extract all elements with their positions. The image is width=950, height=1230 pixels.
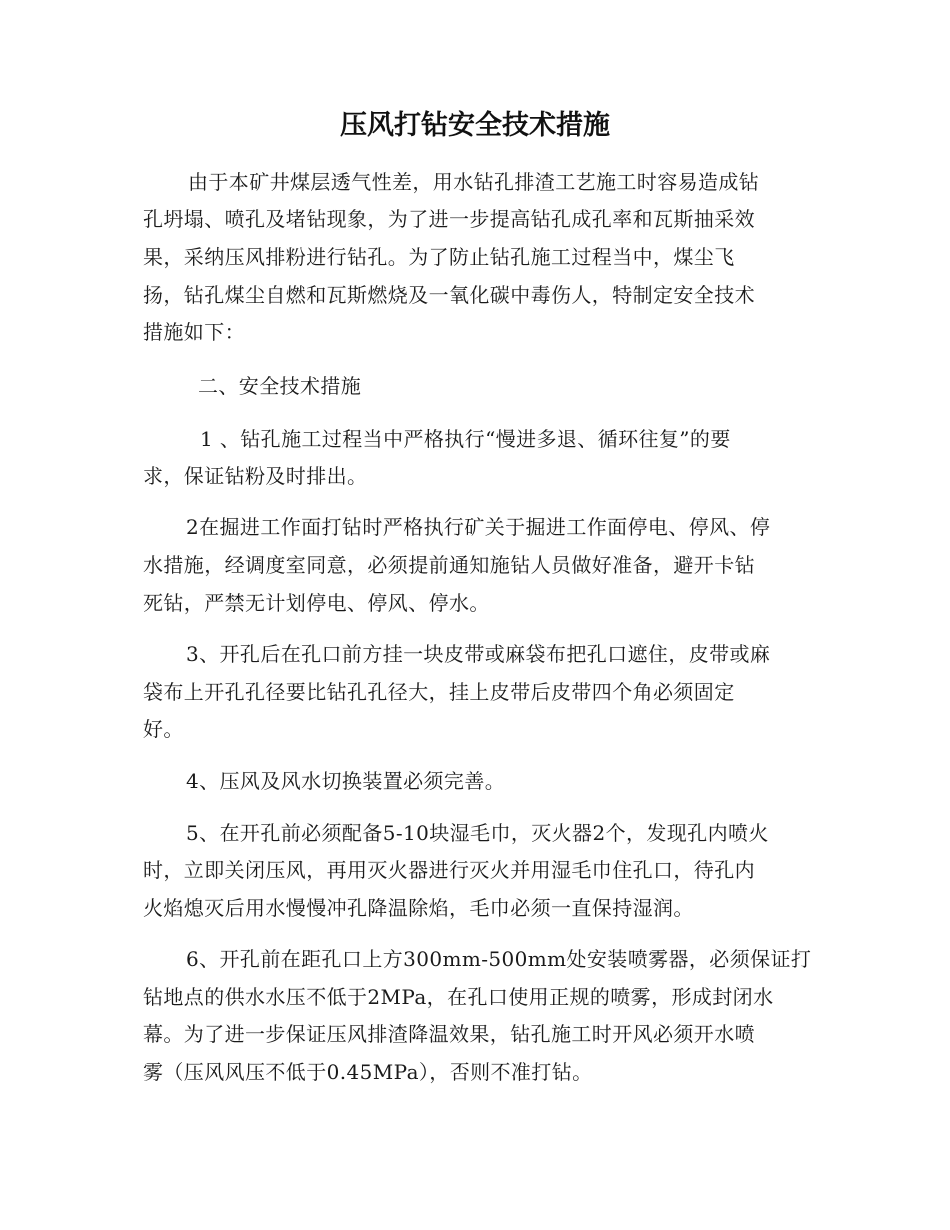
item-line: 水措施，经调度室同意，必须提前通知施钻人员做好准备，避开卡钻 xyxy=(143,553,755,577)
item-line: 死钻，严禁无计划停电、停风、停水。 xyxy=(143,591,490,615)
item-line: 2在掘进工作面打钻时严格执行矿关于掘进工作面停电、停风、停 xyxy=(186,515,771,539)
intro-line: 果，采纳压风排粉进行钻孔。为了防止钻孔施工过程当中，煤尘飞 xyxy=(143,245,735,269)
intro-line: 由于本矿井煤层透气性差，用水钻孔排渣工艺施工时容易造成钻 xyxy=(188,170,760,194)
intro-line: 措施如下： xyxy=(143,320,245,344)
item-line: 5、在开孔前必须配备5-10块湿毛巾，灭火器2个，发现孔内喷火 xyxy=(186,821,769,845)
item-line: 时，立即关闭压风，再用灭火器进行灭火并用湿毛巾住孔口，待孔内 xyxy=(143,858,755,882)
item-line: 钻地点的供水水压不低于2MPa，在孔口使用正规的喷雾，形成封闭水 xyxy=(143,985,774,1009)
item-line: 1 、钻孔施工过程当中严格执行“慢进多退、循环往复”的要 xyxy=(200,427,731,451)
intro-line: 扬，钻孔煤尘自燃和瓦斯燃烧及一氧化碳中毒伤人，特制定安全技术 xyxy=(143,283,755,307)
intro-line: 孔坍塌、喷孔及堵钻现象，为了进一步提高钻孔成孔率和瓦斯抽采效 xyxy=(143,207,755,231)
item-line: 火焰熄灭后用水慢慢冲孔降温除焰，毛巾必须一直保持湿润。 xyxy=(143,896,694,920)
item-line: 6、开孔前在距孔口上方300mm-500mm处安装喷雾器，必须保证打 xyxy=(186,947,812,971)
item-line: 袋布上开孔孔径要比钻孔孔径大，挂上皮带后皮带四个角必须固定 xyxy=(143,680,735,704)
item-line: 3、开孔后在孔口前方挂一块皮带或麻袋布把孔口遮住，皮带或麻 xyxy=(186,642,771,666)
document-title: 压风打钻安全技术措施 xyxy=(340,110,610,141)
item-line: 好。 xyxy=(143,717,184,741)
item-line: 幕。为了进一步保证压风排渣降温效果，钻孔施工时开风必须开水喷 xyxy=(143,1022,755,1046)
section-heading: 二、安全技术措施 xyxy=(198,374,362,398)
item-line: 4、压风及风水切换装置必须完善。 xyxy=(186,769,506,793)
item-line: 求，保证钻粉及时排出。 xyxy=(143,464,368,488)
item-line: 雾（压风风压不低于0.45MPa），否则不准打钻。 xyxy=(143,1060,593,1084)
